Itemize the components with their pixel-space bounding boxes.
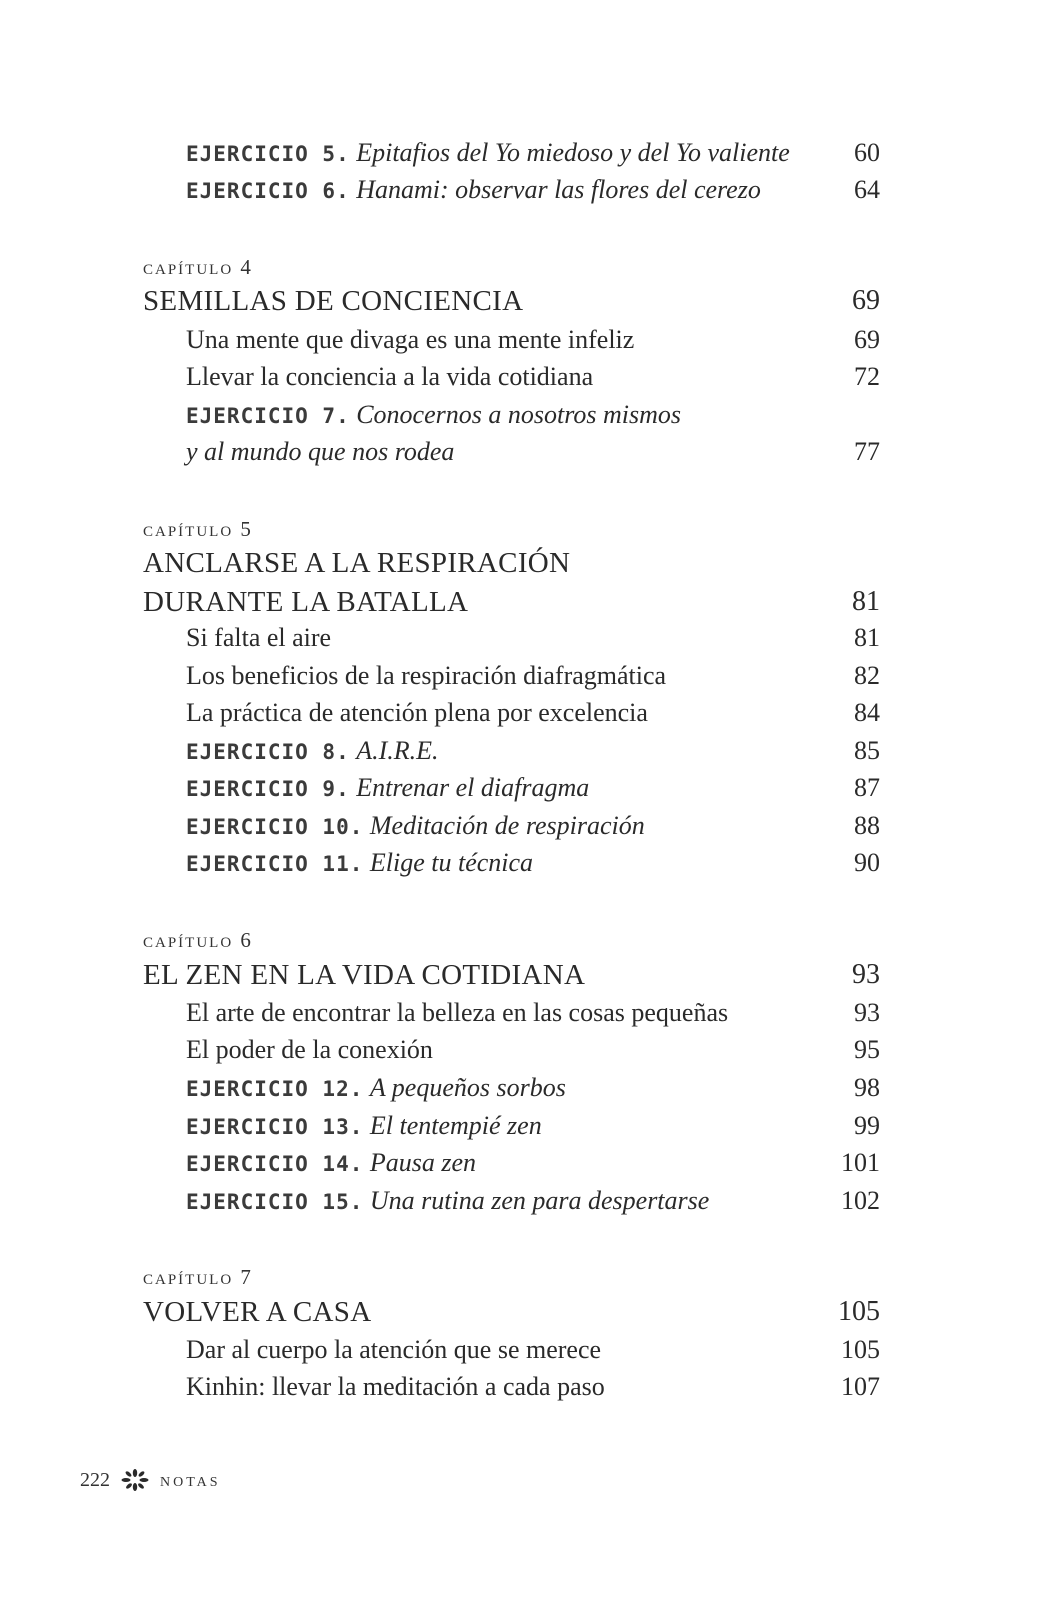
page-number: 98 [854, 1073, 880, 1102]
page-number: 93 [852, 959, 880, 990]
toc-entry [0, 1186, 1046, 1224]
exercise-label: EJERCICIO 7. [186, 404, 350, 428]
section-title: El poder de la conexión [186, 1035, 433, 1064]
section-title: La práctica de atención plena por excelencia [186, 698, 648, 727]
toc-entry [0, 848, 1046, 886]
flower-ornament-icon [120, 1468, 150, 1492]
exercise-entry [186, 138, 790, 168]
section-title: Una mente que divaga es una mente infeliz [186, 325, 635, 354]
exercise-entry [186, 1148, 476, 1178]
exercise-label: EJERCICIO 9. [186, 777, 350, 801]
exercise-label: EJERCICIO 10. [186, 815, 364, 839]
exercise-label: EJERCICIO 11. [186, 852, 364, 876]
section-title: Dar al cuerpo la atención que se merece [186, 1335, 602, 1364]
page-number: 84 [854, 698, 880, 727]
page-number: 88 [854, 811, 880, 840]
chapter-label: capítulo 5 [143, 517, 253, 541]
toc-entry [0, 285, 1046, 323]
page-number: 81 [854, 623, 880, 652]
toc-entry [0, 1148, 1046, 1186]
chapter-title: SEMILLAS DE CONCIENCIA [143, 285, 524, 317]
exercise-entry [186, 175, 761, 205]
toc-entry [0, 586, 1046, 624]
page-number: 93 [854, 998, 880, 1027]
toc-entry [0, 623, 1046, 661]
page-number: 64 [854, 175, 880, 204]
page-number: 101 [841, 1148, 880, 1177]
exercise-title: Conocernos a nosotros mismos [356, 400, 682, 429]
page-number: 87 [854, 773, 880, 802]
page-number: 105 [841, 1335, 880, 1364]
toc-entry [0, 998, 1046, 1036]
chapter-title: EL ZEN EN LA VIDA COTIDIANA [143, 959, 586, 991]
page-number: 90 [854, 848, 880, 877]
page-number: 99 [854, 1111, 880, 1140]
exercise-entry [186, 1073, 566, 1103]
toc-entry [0, 1296, 1046, 1334]
exercise-entry [186, 736, 439, 766]
page-number: 105 [838, 1296, 880, 1327]
page-footer [80, 1468, 221, 1492]
chapter-title: ANCLARSE A LA RESPIRACIÓN [143, 547, 571, 579]
page-number: 60 [854, 138, 880, 167]
toc-entry [0, 661, 1046, 699]
exercise-label: EJERCICIO 15. [186, 1190, 364, 1214]
page-number: 102 [841, 1186, 880, 1215]
footer-section-label: notas [160, 1468, 221, 1491]
page-number: 107 [841, 1372, 880, 1401]
toc-entry [0, 1111, 1046, 1149]
toc-entry [0, 325, 1046, 363]
exercise-title: Elige tu técnica [369, 848, 534, 877]
exercise-title: Epitafios del Yo miedoso y del Yo valiente [356, 138, 790, 167]
footer-page-number: 222 [80, 1468, 110, 1491]
chapter-title: VOLVER A CASA [143, 1296, 372, 1328]
section-title: Kinhin: llevar la meditación a cada paso [186, 1372, 605, 1401]
section-title: Los beneficios de la respiración diafragmática [186, 661, 667, 690]
toc-entry [0, 547, 1046, 585]
page-number: 85 [854, 736, 880, 765]
exercise-entry [186, 400, 681, 430]
page-number: 95 [854, 1035, 880, 1064]
toc-entry [0, 400, 1046, 438]
page-number: 77 [854, 437, 880, 466]
toc-entry [0, 1335, 1046, 1373]
page-number: 81 [852, 586, 880, 617]
toc-entry [0, 959, 1046, 997]
page-number: 69 [852, 285, 880, 316]
exercise-title: Pausa zen [369, 1148, 477, 1177]
toc-entry [0, 1073, 1046, 1111]
chapter-label: capítulo 7 [143, 1265, 253, 1289]
page-number: 82 [854, 661, 880, 690]
section-title: El arte de encontrar la belleza en las cosas pequeñas [186, 998, 729, 1027]
exercise-title: Meditación de respiración [369, 811, 645, 840]
exercise-title: Una rutina zen para despertarse [369, 1186, 710, 1215]
exercise-entry [186, 1111, 542, 1141]
toc-entry [0, 362, 1046, 400]
exercise-label: EJERCICIO 12. [186, 1077, 364, 1101]
exercise-entry [186, 848, 533, 878]
chapter-label: capítulo 4 [143, 255, 253, 279]
exercise-label: EJERCICIO 13. [186, 1115, 364, 1139]
toc-entry [0, 698, 1046, 736]
exercise-entry [186, 1186, 709, 1216]
section-title: Llevar la conciencia a la vida cotidiana [186, 362, 594, 391]
toc-entry [0, 175, 1046, 213]
exercise-label: EJERCICIO 8. [186, 740, 350, 764]
chapter-label: capítulo 6 [143, 928, 253, 952]
toc-entry [0, 773, 1046, 811]
toc-entry [0, 811, 1046, 849]
exercise-entry [186, 811, 645, 841]
page-number: 69 [854, 325, 880, 354]
exercise-entry [186, 773, 589, 803]
exercise-label: EJERCICIO 5. [186, 142, 350, 166]
section-title: Si falta el aire [186, 623, 332, 652]
chapter-title: DURANTE LA BATALLA [143, 586, 469, 618]
toc-entry [0, 1035, 1046, 1073]
exercise-label: EJERCICIO 14. [186, 1152, 364, 1176]
exercise-title: El tentempié zen [369, 1111, 542, 1140]
page-number: 72 [854, 362, 880, 391]
toc-entry [0, 138, 1046, 176]
exercise-title: Entrenar el diafragma [356, 773, 590, 802]
exercise-title: A pequeños sorbos [369, 1073, 566, 1102]
toc-entry [0, 437, 1046, 475]
toc-entry [0, 736, 1046, 774]
exercise-title-continuation: y al mundo que nos rodea [186, 437, 455, 466]
exercise-label: EJERCICIO 6. [186, 179, 350, 203]
toc-entry [0, 1372, 1046, 1410]
exercise-title: A.I.R.E. [356, 736, 439, 765]
exercise-title: Hanami: observar las flores del cerezo [356, 175, 761, 204]
